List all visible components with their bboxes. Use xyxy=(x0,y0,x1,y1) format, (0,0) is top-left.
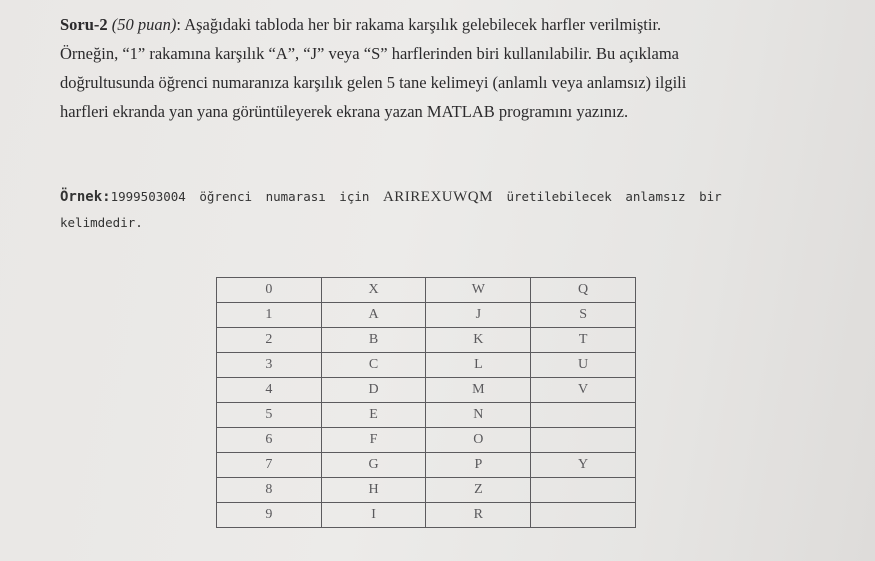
table-cell xyxy=(531,503,636,528)
table-body xyxy=(217,278,636,528)
table-row xyxy=(217,378,636,403)
example-label: Örnek: xyxy=(60,189,111,205)
table-cell: 7 xyxy=(217,453,322,478)
table-cell: C xyxy=(321,353,426,378)
question-line-1-text: : Aşağıdaki tabloda her bir rakama karşılık gelebilecek harfler verilmiştir. xyxy=(176,15,662,34)
table-cell: 4 xyxy=(217,378,322,403)
table-row xyxy=(217,403,636,428)
question-line-3: doğrultusunda öğrenci numaranıza karşılık gelen 5 tane kelimeyi (anlamlı veya anlamsız) ilgili xyxy=(60,73,687,92)
table-cell: F xyxy=(321,428,426,453)
example-line-1 xyxy=(60,184,800,210)
table-row xyxy=(217,503,636,528)
table-cell: 0 xyxy=(217,278,322,303)
example-code: ARIREXUWQM xyxy=(382,189,493,205)
example-paragraph xyxy=(60,184,800,236)
table-cell: V xyxy=(531,378,636,403)
table-cell: R xyxy=(426,503,531,528)
table-cell: A xyxy=(321,303,426,328)
table-row xyxy=(217,428,636,453)
question-points: (50 puan) xyxy=(111,15,177,34)
table-cell: G xyxy=(321,453,426,478)
question-label: Soru-2 xyxy=(60,15,108,34)
table-cell: Y xyxy=(531,453,636,478)
table-cell: 8 xyxy=(217,478,322,503)
table-cell: U xyxy=(531,353,636,378)
example-text-before: öğrenci numarası için xyxy=(185,189,383,204)
example-text-after: üretilebilecek anlamsız bir xyxy=(492,189,722,204)
table-cell: 6 xyxy=(217,428,322,453)
table-row xyxy=(217,328,636,353)
table-cell xyxy=(531,403,636,428)
table-row xyxy=(217,303,636,328)
table-cell: I xyxy=(321,503,426,528)
table-cell: B xyxy=(321,328,426,353)
question-line-1 xyxy=(60,10,820,39)
table-cell: 9 xyxy=(217,503,322,528)
table-cell: 2 xyxy=(217,328,322,353)
table-row xyxy=(217,353,636,378)
table-cell: Z xyxy=(426,478,531,503)
example-line-2: kelimdedir. xyxy=(60,215,143,230)
question-line-4: harfleri ekranda yan yana görüntüleyerek ekrana yazan MATLAB programını yazınız. xyxy=(60,102,629,121)
table-cell: E xyxy=(321,403,426,428)
table-cell: 1 xyxy=(217,303,322,328)
table-cell: 5 xyxy=(217,403,322,428)
table-cell: J xyxy=(426,303,531,328)
table-row xyxy=(217,478,636,503)
table-cell: L xyxy=(426,353,531,378)
table-cell: T xyxy=(531,328,636,353)
table-cell xyxy=(531,478,636,503)
table-cell: X xyxy=(321,278,426,303)
table-cell: P xyxy=(426,453,531,478)
table-cell: 3 xyxy=(217,353,322,378)
digit-letter-table xyxy=(216,277,636,528)
table-cell: D xyxy=(321,378,426,403)
question-paragraph xyxy=(60,10,820,126)
table-row xyxy=(217,453,636,478)
table-cell: S xyxy=(531,303,636,328)
table-cell: O xyxy=(426,428,531,453)
table-cell: H xyxy=(321,478,426,503)
table-cell: N xyxy=(426,403,531,428)
table-cell: M xyxy=(426,378,531,403)
table-cell xyxy=(531,428,636,453)
table-row xyxy=(217,278,636,303)
example-number: 1999503004 xyxy=(110,189,186,204)
table-cell: Q xyxy=(531,278,636,303)
table-cell: W xyxy=(426,278,531,303)
question-line-2: Örneğin, “1” rakamına karşılık “A”, “J” veya “S” harflerinden biri kullanılabilir. Bu açıklama xyxy=(60,44,679,63)
table-cell: K xyxy=(426,328,531,353)
